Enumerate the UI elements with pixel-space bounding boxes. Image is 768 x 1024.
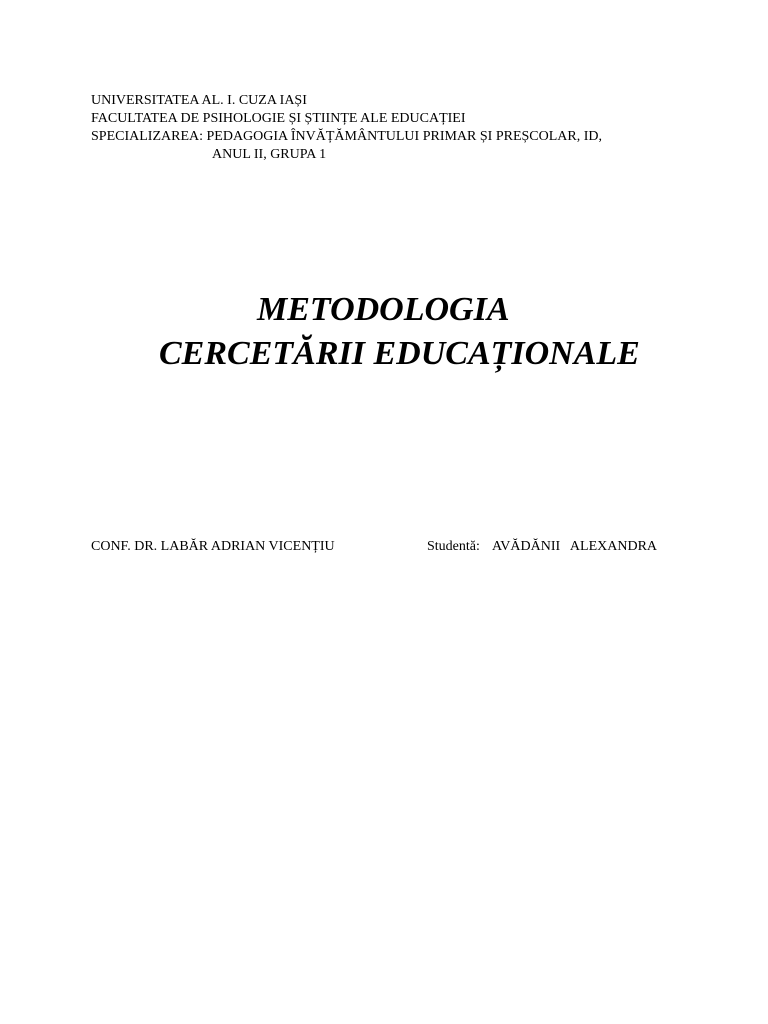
year-group: ANUL II, GRUPA 1: [212, 147, 327, 162]
specialization: SPECIALIZAREA: PEDAGOGIA ÎNVĂȚĂMÂNTULUI PRIMAR ȘI PREȘCOLAR, ID,: [91, 129, 603, 144]
professor-name: CONF. DR. LABĂR ADRIAN VICENȚIU: [91, 539, 335, 554]
student-name: AVĂDĂNII ALEXANDRA: [492, 539, 658, 554]
faculty-name: FACULTATEA DE PSIHOLOGIE ȘI ȘTIINȚE ALE EDUCAȚIEI: [91, 111, 466, 126]
student-label: Studentă:: [427, 539, 480, 554]
document-title-line-2: CERCETĂRII EDUCAȚIONALE: [159, 335, 640, 372]
document-title-line-1: METODOLOGIA: [257, 291, 510, 328]
university-name: UNIVERSITATEA AL. I. CUZA IAȘI: [91, 93, 307, 108]
